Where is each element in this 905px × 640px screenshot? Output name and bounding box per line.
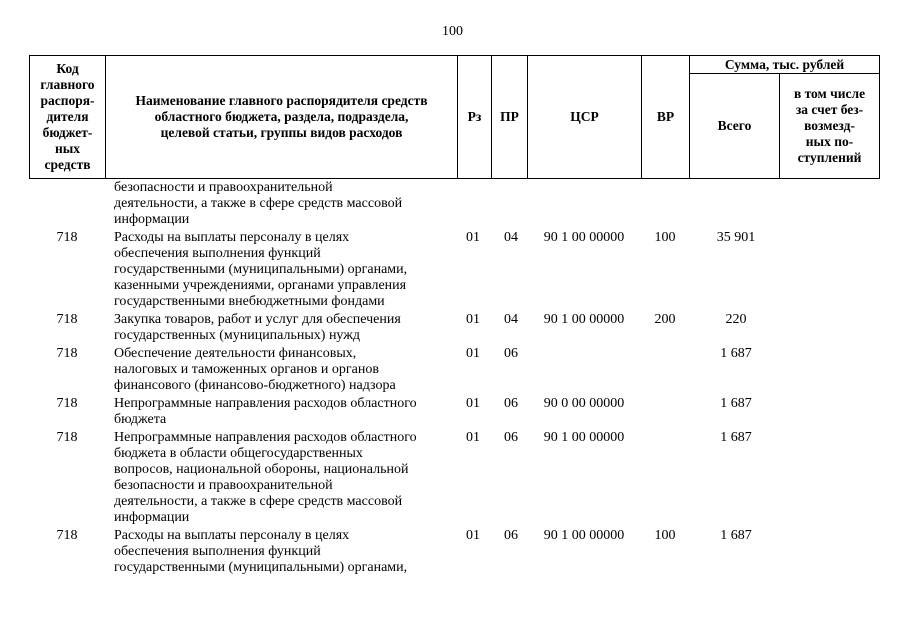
table-row (29, 180, 879, 230)
header-code (30, 56, 106, 179)
row-name (114, 230, 464, 310)
table-row (29, 346, 879, 396)
row-total: 1 687 (720, 528, 752, 543)
table-header (29, 55, 880, 179)
row-csr: 90 0 00 00000 (543, 396, 625, 411)
row-name-line: финансового (финансово-бюджетного) надзора (114, 378, 396, 393)
row-name-line: обеспечения выполнения функций (114, 246, 321, 261)
row-name-line: государственными (муниципальными) органами, (114, 262, 408, 277)
row-name-line: безопасности и правоохранительной (114, 180, 333, 195)
header-incl-line: в том числе (793, 86, 866, 101)
header-sum: Сумма, тыс. рублей (690, 56, 880, 74)
row-name-line: Непрограммные направления расходов областного (114, 430, 417, 445)
header-code-line: распоря- (40, 93, 95, 108)
header-incl (780, 74, 880, 179)
row-name (114, 528, 464, 576)
header-code-line: бюджет- (42, 125, 93, 140)
row-csr: 90 1 00 00000 (543, 312, 625, 327)
header-rz: Рз (458, 56, 492, 179)
table-row (29, 430, 879, 528)
row-code: 718 (56, 346, 78, 361)
row-name-line: бюджета (114, 412, 167, 427)
row-total: 1 687 (720, 430, 752, 445)
row-name-line: государственными внебюджетными фондами (114, 294, 385, 309)
row-code: 718 (56, 396, 78, 411)
header-vr: ВР (642, 56, 690, 179)
row-name (114, 396, 464, 428)
header-code-line: дителя (46, 109, 89, 124)
row-vr: 100 (654, 528, 676, 543)
row-code: 718 (56, 528, 78, 543)
row-name-line: деятельности, а также в сфере средств массовой (114, 494, 403, 509)
row-rz: 01 (466, 528, 480, 543)
row-total: 1 687 (720, 396, 752, 411)
header-code-line: ных (54, 141, 81, 156)
row-name-line: казенными учреждениями, органами управления (114, 278, 407, 293)
header-total: Всего (690, 74, 780, 179)
table-row (29, 528, 879, 578)
header-incl-line: ступлений (797, 150, 862, 165)
header-name-line: областного бюджета, раздела, подраздела, (154, 109, 409, 124)
row-code: 718 (56, 230, 78, 245)
row-name-line: безопасности и правоохранительной (114, 478, 333, 493)
header-pr: ПР (492, 56, 528, 179)
row-name-line: Непрограммные направления расходов областного (114, 396, 417, 411)
row-name-line: информации (114, 212, 190, 227)
row-total: 220 (725, 312, 747, 327)
header-code-line: Код (56, 61, 79, 76)
table-row (29, 396, 879, 430)
row-name-line: государственных (муниципальных) нужд (114, 328, 361, 343)
row-pr: 04 (504, 312, 518, 327)
row-name-line: Расходы на выплаты персоналу в целях (114, 230, 350, 245)
row-name-line: Закупка товаров, работ и услуг для обеспечения (114, 312, 401, 327)
row-name-line: деятельности, а также в сфере средств массовой (114, 196, 403, 211)
row-pr: 04 (504, 230, 518, 245)
row-total: 35 901 (716, 230, 756, 245)
row-name-line: Расходы на выплаты персоналу в целях (114, 528, 350, 543)
row-code: 718 (56, 430, 78, 445)
row-code: 718 (56, 312, 78, 327)
row-name-line: обеспечения выполнения функций (114, 544, 321, 559)
header-incl-line: ных по- (805, 134, 854, 149)
row-name-line: вопросов, национальной обороны, национальной (114, 462, 409, 477)
header-csr: ЦСР (528, 56, 642, 179)
header-code-line: главного (40, 77, 95, 92)
row-name-line: налоговых и таможенных органов и органов (114, 362, 379, 377)
header-code-line: средств (44, 157, 91, 172)
table-row (29, 312, 879, 346)
row-pr: 06 (504, 396, 518, 411)
row-csr: 90 1 00 00000 (543, 430, 625, 445)
header-name-line: Наименование главного распорядителя средств (135, 93, 428, 108)
row-pr: 06 (504, 346, 518, 361)
header-incl-line: возмезд- (804, 118, 855, 133)
row-name-line: государственными (муниципальными) органами, (114, 560, 408, 575)
row-pr: 06 (504, 528, 518, 543)
header-name-line: целевой статьи, группы видов расходов (160, 125, 403, 140)
row-total: 1 687 (720, 346, 752, 361)
row-rz: 01 (466, 430, 480, 445)
row-rz: 01 (466, 346, 480, 361)
row-name-line: бюджета в области общегосударственных (114, 446, 363, 461)
row-name (114, 180, 464, 228)
page-number: 100 (442, 24, 463, 39)
header-incl-line: за счет без- (795, 102, 864, 117)
header-name (106, 56, 458, 179)
row-csr: 90 1 00 00000 (543, 230, 625, 245)
row-name-line: информации (114, 510, 190, 525)
row-name (114, 346, 464, 394)
row-rz: 01 (466, 312, 480, 327)
row-rz: 01 (466, 396, 480, 411)
row-name (114, 430, 464, 526)
row-name (114, 312, 464, 344)
row-vr: 200 (654, 312, 676, 327)
row-name-line: Обеспечение деятельности финансовых, (114, 346, 357, 361)
row-vr: 100 (654, 230, 676, 245)
row-rz: 01 (466, 230, 480, 245)
row-pr: 06 (504, 430, 518, 445)
table-row (29, 230, 879, 312)
row-csr: 90 1 00 00000 (543, 528, 625, 543)
table-body (29, 180, 879, 578)
